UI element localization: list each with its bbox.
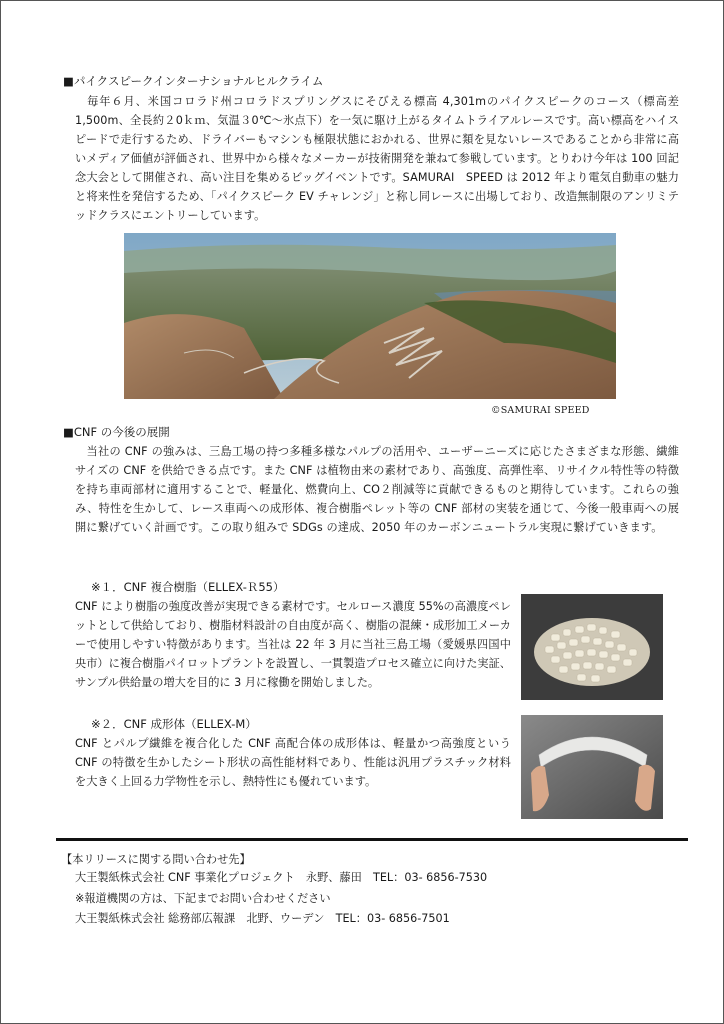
note-1-body: CNF により樹脂の強度改善が実現できる素材です。セルロース濃度 55%の高濃度ペレットとして供給しており、樹脂材料設計の自由度が高く、樹脂の混練・成形加工メーカーで使用しやすい特徴があります。当社は 22 年 3 月に当社三島工場（愛媛県四国中央市）に複合樹脂パイロットプラントを設置し、一貫製造プロセス確立に向けた実証、サンプル供給量の増大を目的に 3 月に稼働を開始しました。 [75, 600, 511, 689]
section-heading-pikes-peak: ■パイクスピークインターナショナルヒルクライム [63, 74, 324, 88]
cnf-sheet-photo [521, 715, 663, 819]
pikes-peak-paragraph: 毎年６月、米国コロラド州コロラドスプリングスにそびえる標高 4,301mのパイクスピークのコース（標高差 1,500m、全長約２0ｋｍ、気温３0℃～氷点下）を一気に駆け上がるタイムトライアルレースです。高い標高をハイスピードで走行するため、ドライバーもマシンも極限状態におかれる、世界に類を見ないレースであることから非常に高いメディア価値が評価され、世界中から様々なメーカーが技術開発を兼ねて参戦しています。とりわけ今年は 100 回記念大会として開催され、高い注目を集めるビッグイベントです。SAMURAI SPEED は 2012 年より電気自動車の魅力と将来性を発信するため、「パイクスピーク EV チャレンジ」と称し同レースに出場しており、改造無制限のアンリミテッドクラスにエントリーしています。 [75, 95, 679, 222]
resin-pellets-photo [521, 594, 663, 700]
contact-heading: 【本リリースに関する問い合わせ先】 [61, 853, 251, 866]
note-1-title: ※１．CNF 複合樹脂（ELLEX-Ｒ55） [91, 580, 285, 594]
cnf-future-paragraph: 当社の CNF の強みは、三島工場の持つ多種多様なパルプの活用や、ユーザーニーズに応じたさまざまな形態、繊維サイズの CNF を供給できる点です。また CNF は植物由来の素材であり、高強度、高弾性率、リサイクル特性等の特徴を持ち車両部材に適用することで、軽量化、燃費向上、CO２削減等に貢献できるものと期待しています。これらの強み、特性を生かして、レース車両への成形体、複合樹脂ペレット等の CNF 部材の実装を通じて、今後一般車両への展開に繋げていく計画です。この取り組みで SDGs の達成、2050 年のカーボンニュートラル実現に繋げていきます。 [75, 445, 679, 534]
note-2-title: ※２．CNF 成形体（ELLEX-M） [91, 717, 257, 731]
photo-credit: ©SAMURAI SPEED [491, 405, 590, 416]
pikes-peak-photo [124, 233, 616, 399]
contact-pr-line: 大王製紙株式会社 総務部広報課 北野、ウーデン TEL：03- 6856-7501 [75, 912, 450, 925]
contact-project-line: 大王製紙株式会社 CNF 事業化プロジェクト 永野、藤田 TEL：03- 6856-7530 [75, 871, 488, 884]
note-2-body: CNF とパルプ繊維を複合化した CNF 高配合体の成形体は、軽量かつ高強度という CNF の特徴を生かしたシート形状の高性能材料であり、性能は汎用プラスチック材料を大きく上回る力学物性を示し、熱特性にも優れています。 [75, 737, 511, 788]
press-note: ※報道機関の方は、下記までお問い合わせください [75, 892, 331, 905]
section-heading-cnf-future: ■CNF の今後の展開 [63, 425, 170, 439]
contact-divider [56, 838, 688, 841]
